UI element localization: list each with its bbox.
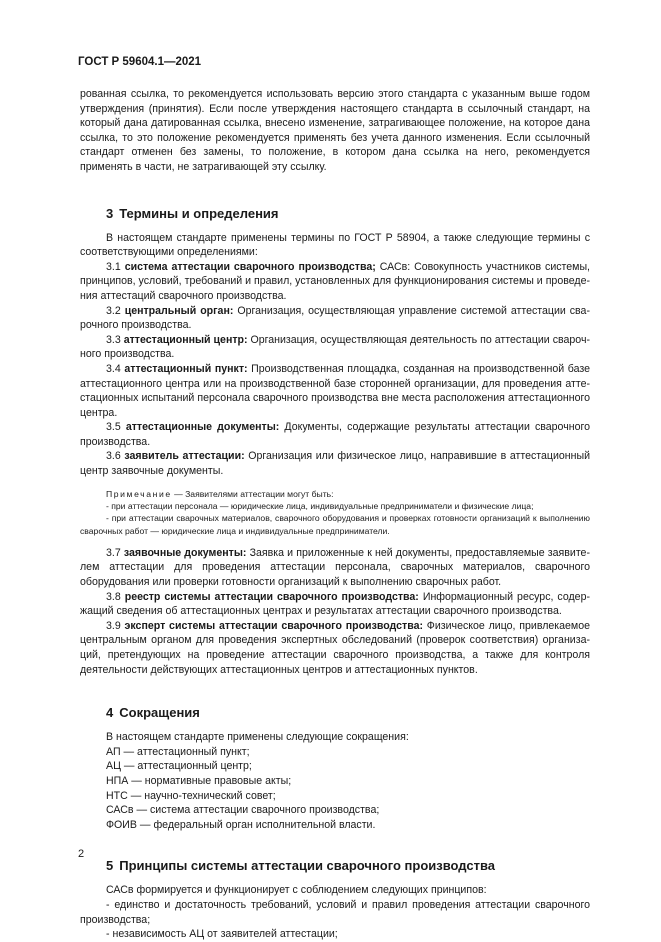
term-name: реестр системы аттестации сварочного производства: [124, 590, 419, 603]
term-entry: 3.6 заявитель аттестации: Организация или физическое лицо, направившие в аттестационный центр заявочные документы. [80, 450, 590, 478]
principle-item: - единство и достаточность требований, условий и правил проведения аттестации сварочного производства; [80, 898, 590, 926]
principle-item: - независимость АЦ от заявителей аттестации; [106, 928, 338, 941]
abbreviation-item: НТС — научно-технический совет; [106, 789, 276, 802]
section-title: Термины и определения [119, 205, 279, 221]
term-name: аттестационный центр: [123, 333, 248, 346]
note-heading: Примечание — Заявителями аттестации могут быть: [106, 488, 334, 499]
section-title: Принципы системы аттестации сварочного производства [119, 858, 496, 874]
term-entry: 3.2 центральный орган: Организация, осуществляющая управление системой аттестации сварочного производства. [80, 304, 590, 332]
term-entry: 3.8 реестр системы аттестации сварочного производства: Информационный ресурс, содержащий сведения об аттестационных центрах и результатах аттестации сварочного производства. [80, 590, 590, 618]
term-name: заявочные документы: [123, 546, 247, 559]
abbreviations-list [80, 730, 590, 832]
term-entry: 3.7 заявочные документы: Заявка и приложенные к ней документы, предоставляемые заявителем аттестации для проведения аттестации персонала, сварочных материалов, сварочного оборудования или проверки готовности организаций к выполнению сварочных работ. [80, 546, 590, 589]
term-definition: Организация, осуществляющая деятельность по аттестации сварочного производства. [80, 333, 590, 361]
note-item: - при аттестации сварочных материалов, сварочного оборудования и проверках готовности организаций к выполнению сварочных работ — юридические лица и индивидуальные предприниматели. [80, 513, 590, 536]
term-definition: Информационный ресурс, содержащий сведения об аттестационных центрах и результатах аттестации сварочного производства. [80, 590, 590, 618]
term-name: аттестационный пункт: [124, 362, 248, 375]
section-title: Сокращения [119, 705, 200, 721]
term-definition: Физическое лицо, привлекаемое центральным органом для проведения экспертных обследований (проверок соответствия) организаций, претендующих на проведение аттестации сварочного производства, а также для контроля деятельности действующих аттестационных центров и аттестационных пунктов. [80, 619, 590, 676]
section-3-heading [80, 206, 590, 222]
terms-list-continued [80, 546, 590, 677]
abbreviation-item: НПА — нормативные правовые акты; [106, 774, 292, 787]
term-definition: САСв: Совокупность участников системы, принципов, условий, требований и правил, установленных для функционирования системы и проведения аттестаций сварочного производства. [80, 260, 590, 302]
section-4-intro: В настоящем стандарте применены следующие сокращения: [106, 731, 409, 744]
term-entry: 3.4 аттестационный пункт: Производственная площадка, созданная на производственной базе аттестационного центра или на производственной базе сторонней организации, для проведения аттестационных испытаний персонала сварочного производства вне места расположения аттестационного центра. [80, 362, 590, 419]
term-entry: 3.9 эксперт системы аттестации сварочного производства: Физическое лицо, привлекаемое центральным органом для проведения экспертных обследований (проверок соответствия) организаций, претендующих на проведение аттестации сварочного производства, а также для контроля деятельности действующих аттестационных центров и аттестационных пунктов. [80, 619, 590, 676]
principles-list [80, 883, 590, 941]
abbreviation-item: АЦ — аттестационный центр; [106, 760, 252, 773]
term-definition: Документы, содержащие результаты аттестации сварочного производства. [80, 421, 590, 448]
abbreviation-item: САСв — система аттестации сварочного производства; [106, 804, 380, 817]
note-block [80, 488, 590, 537]
term-name: аттестационные документы: [125, 421, 280, 434]
note-item: - при аттестации персонала — юридические лица, индивидуальные предприниматели и физические лица; [106, 500, 534, 511]
note-label: Примечание [106, 488, 172, 499]
term-definition: Организация, осуществляющая управление системой аттестации сварочного производства. [80, 304, 590, 332]
term-definition: Заявка и приложенные к ней документы, предоставляемые заявителем аттестации для проведения аттестации персонала, сварочных материалов, сварочного оборудования или проверки готовности организаций к выполнению сварочных работ. [80, 546, 590, 589]
term-definition: Организация или физическое лицо, направившие в аттестационный центр заявочные документы. [80, 450, 590, 478]
term-name: заявитель аттестации: [124, 450, 245, 463]
section-number: 5 [106, 858, 114, 874]
document-header: ГОСТ Р 59604.1—2021 [78, 56, 202, 68]
abbreviation-item: АП — аттестационный пункт; [106, 745, 250, 758]
section-5-intro: САСв формируется и функционирует с соблюдением следующих принципов: [106, 884, 487, 897]
term-entry: 3.1 система аттестации сварочного производства; САСв: Совокупность участников системы, принципов, условий, требований и правил, установленных для функционирования системы и проведения аттестаций сварочного производства. [80, 260, 590, 302]
term-name: эксперт системы аттестации сварочного производства: [124, 619, 423, 632]
term-name: центральный орган: [124, 304, 234, 317]
term-name: система аттестации сварочного производства; [124, 260, 376, 273]
section-3-intro: В настоящем стандарте применены термины по ГОСТ Р 58904, а также следующие термины с соответствующими определениями: [80, 231, 590, 259]
abbreviation-item: ФОИВ — федеральный орган исполнительной власти. [106, 818, 376, 831]
term-entry: 3.5 аттестационные документы: Документы, содержащие результаты аттестации сварочного производства. [80, 421, 590, 448]
intro-paragraph: рованная ссылка, то рекомендуется использовать версию этого стандарта с указанным выше годом утверждения (принятия). Если после утверждения настоящего стандарта в ссылочный стандарт, на который дана датированная ссылка, внесено изменение, затрагивающее положение, на которое дана ссылка, то это положение рекомендуется применять без учета данного изменения. Если ссылочный стандарт отменен без замены, то положение, в котором дана ссылка на него, рекомендуется применять в части, не затрагивающей эту ссылку. [80, 88, 590, 173]
page-content [80, 87, 590, 942]
section-number: 4 [106, 705, 114, 721]
page-number: 2 [78, 848, 85, 860]
section-number: 3 [106, 205, 114, 221]
term-definition: Производственная площадка, созданная на производственной базе аттестационного центра или на производственной базе сторонней организации, для проведения аттестационных испытаний персонала сварочного производства вне места расположения аттестационного центра. [80, 362, 590, 419]
term-entry: 3.3 аттестационный центр: Организация, осуществляющая деятельность по аттестации сварочного производства. [80, 333, 590, 361]
section-4-heading [80, 705, 590, 721]
terms-list [80, 260, 590, 479]
section-5-heading [80, 858, 590, 874]
